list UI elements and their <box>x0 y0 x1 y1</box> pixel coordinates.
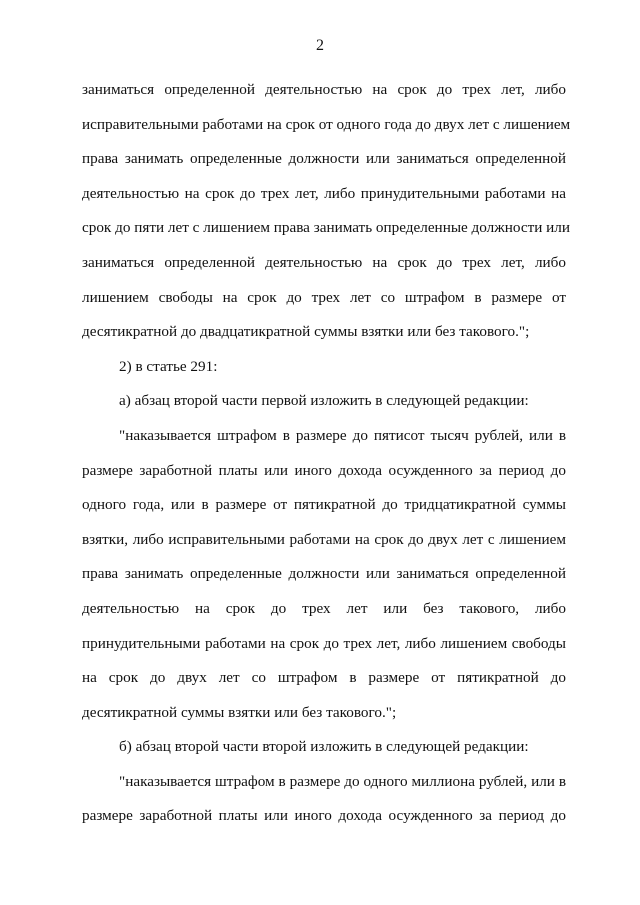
text-line: исправительными работами на срок от одного года до двух лет с лишением <box>82 115 571 133</box>
text-line: десятикратной суммы взятки или без такового."; <box>82 703 397 721</box>
text-line: б) абзац второй части второй изложить в следующей редакции: <box>119 738 529 756</box>
paragraph <box>82 419 566 730</box>
text-line: 2) в статье 291: <box>119 357 218 375</box>
text-line: срок до пяти лет с лишением права занимать определенные должности или <box>82 219 570 237</box>
text-line: деятельностью на срок до трех лет или без такового, либо <box>82 599 566 617</box>
text-line: "наказывается штрафом в размере до пятисот тысяч рублей, или в <box>119 426 566 444</box>
paragraph <box>82 350 566 385</box>
text-line: права занимать определенные должности или заниматься определенной <box>82 565 566 583</box>
paragraph <box>82 765 566 834</box>
text-line: права занимать определенные должности или заниматься определенной <box>82 150 566 168</box>
paragraph <box>82 73 571 350</box>
document-body <box>82 73 571 834</box>
text-line: принудительными работами на срок до трех лет, либо лишением свободы <box>82 634 566 652</box>
text-line: взятки, либо исправительными работами на срок до двух лет с лишением <box>82 530 566 548</box>
text-line: деятельностью на срок до трех лет, либо принудительными работами на <box>82 184 566 202</box>
text-line: размере заработной платы или иного дохода осужденного за период до <box>82 807 566 825</box>
text-line: размере заработной платы или иного дохода осужденного за период до <box>82 461 566 479</box>
text-line: одного года, или в размере от пятикратной до тридцатикратной суммы <box>82 496 566 514</box>
page-number: 2 <box>316 37 324 54</box>
text-line: заниматься определенной деятельностью на срок до трех лет, либо <box>82 81 566 98</box>
text-line: лишением свободы на срок до трех лет со штрафом в размере от <box>82 288 566 306</box>
text-line: а) абзац второй части первой изложить в следующей редакции: <box>119 392 529 410</box>
text-line: на срок до двух лет со штрафом в размере от пятикратной до <box>82 669 566 687</box>
text-line: заниматься определенной деятельностью на срок до трех лет, либо <box>82 253 566 271</box>
paragraph <box>82 384 566 419</box>
text-line: "наказывается штрафом в размере до одного миллиона рублей, или в <box>119 772 566 790</box>
text-line: десятикратной до двадцатикратной суммы взятки или без такового."; <box>82 323 530 341</box>
paragraph <box>82 730 566 765</box>
